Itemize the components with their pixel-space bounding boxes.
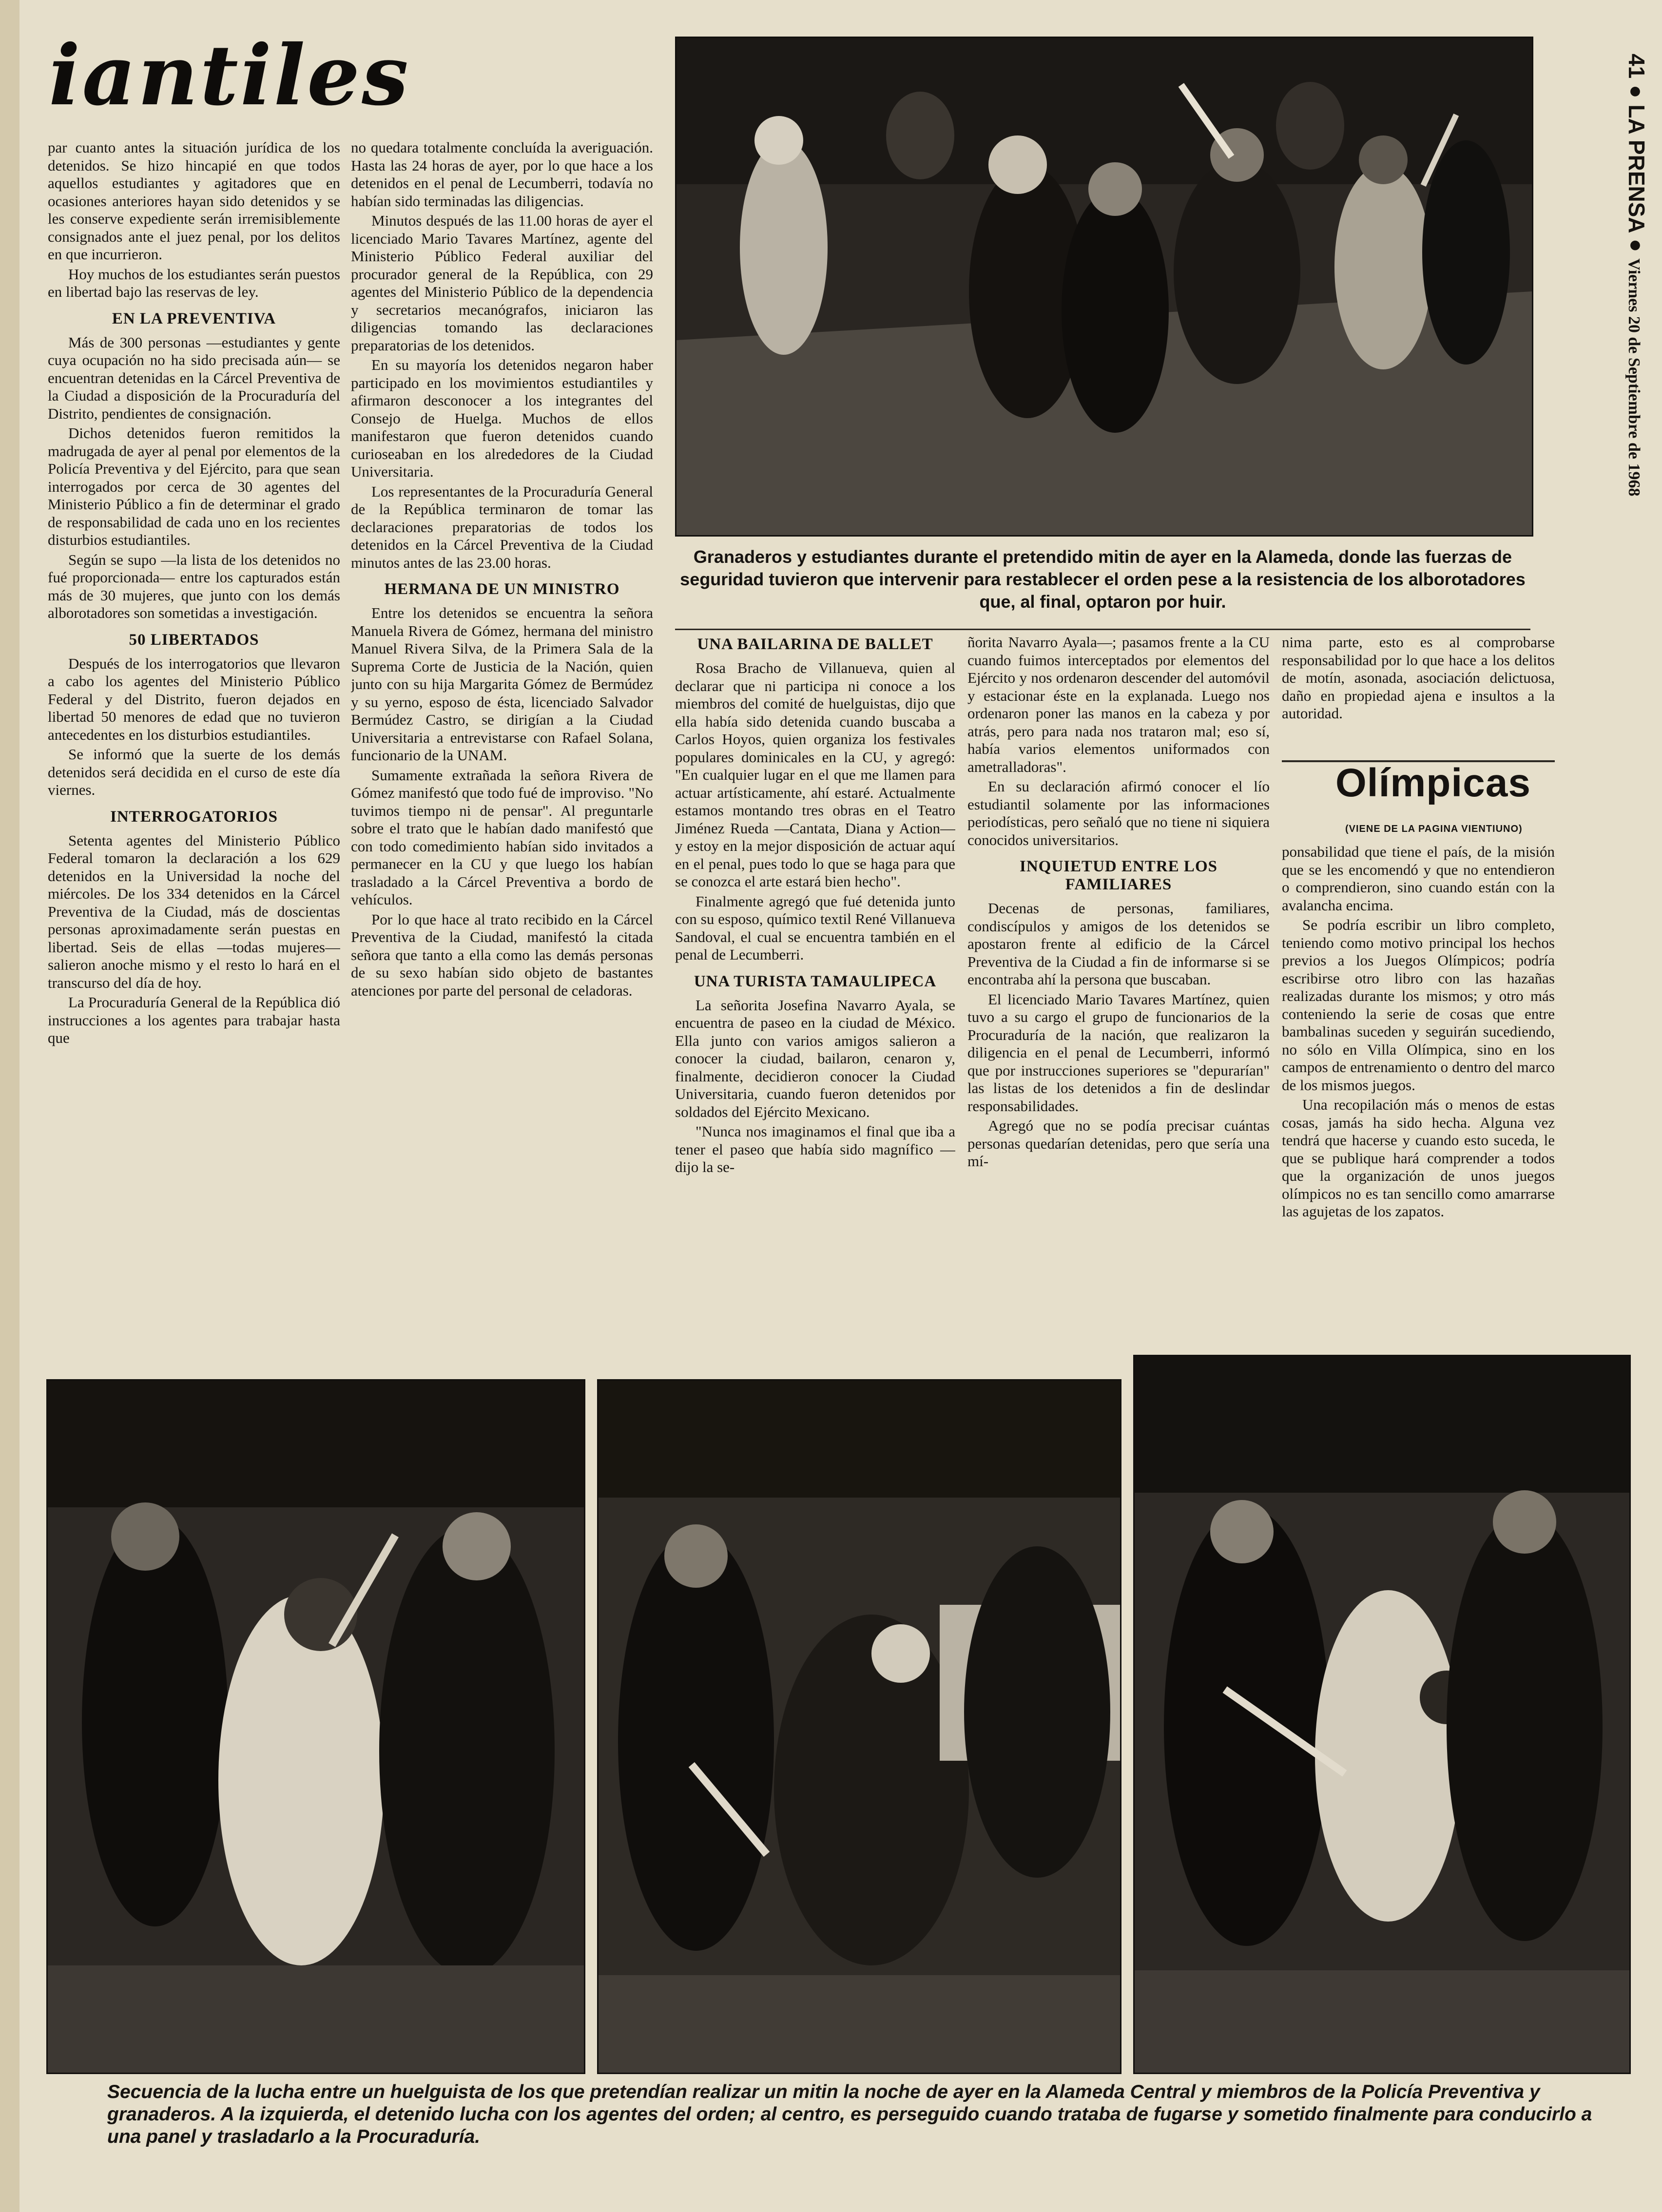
column-2 — [351, 139, 653, 1357]
pursuit-image — [599, 1381, 1120, 2073]
column-4 — [967, 634, 1270, 1365]
col4-paragraph: Decenas de personas, familiares, condiscípulos y amigos de los detenidos se apostaron frente al edificio de la Cárcel Preventiva de la Ciudad a fin de informarse si se encontraba ahí la persona que buscaban. — [967, 900, 1270, 988]
bottom-center-photo — [597, 1379, 1121, 2074]
col2-paragraph: Los representantes de la Procuraduría General de la República terminaron de tomar las declaraciones preparatorias de todos los detenidos en la Cárcel Preventiva de la Ciudad minutos antes de las 23.00 horas. — [351, 482, 653, 571]
top-photo-caption: Granaderos y estudiantes durante el pretendido mitin de ayer en la Alameda, donde las fuerzas de seguridad tuvieron que intervenir para restablecer el orden pese a la resistencia de los alborotadores que, al final, optaron por huir. — [680, 547, 1526, 612]
col2-paragraph: no quedara totalmente concluída la averiguación. Hasta las 24 horas de ayer, por lo que hace a los detenidos en el penal de Lecumberri, todavía no habían sido terminadas las diligencias. — [351, 139, 653, 210]
col2-paragraph: Minutos después de las 11.00 horas de ayer el licenciado Mario Tavares Martínez, agente del Ministerio Público Federal auxiliar del procurador general de la República, con 29 agentes del Ministerio Público de la dependencia y secretarios mecanógrafos, iniciaron las diligencias tomando las declaraciones preparatorias de los detenidos. — [351, 212, 653, 354]
paper-name: LA PRENSA — [1624, 104, 1649, 232]
subhead-preventiva: EN LA PREVENTIVA — [112, 309, 276, 327]
col3-paragraph: La señorita Josefina Navarro Ayala, se encuentra de paseo en la ciudad de México. Ella junto con varios amigos salieron a conocer la ciudad, bailaron, cenaron y, finalmente, decidieron conocer la Ciudad Universitaria, cuando fueron detenidos por soldados del Ejército Mexicano. — [675, 996, 955, 1120]
subhead-turista: UNA TURISTA TAMAULIPECA — [694, 972, 937, 990]
col2-paragraph: Sumamente extrañada la señora Rivera de Gómez manifestó que todo fué de improviso. "No tuvimos tiempo ni de pensar". Al preguntarle sobre el trato que le habían dado manifestó que con todo comedimiento habían sido invitados a permanecer en la CU y que luego los habían trasladado a la Cárcel Preventiva a bordo de vehículos. — [351, 766, 653, 908]
col2-paragraph: Por lo que hace al trato recibido en la Cárcel Preventiva de la Ciudad, manifestó la citada señora que tanto a ella como las demás personas de su sexo habían sido objeto de bastantes atenciones por parte del personal de celadoras. — [351, 910, 653, 999]
olimpicas-paragraph: ponsabilidad que tiene el país, de la misión que se les encomendó y que no entendieron o comprendieron, sino cuando están con la avalancha encima. — [1282, 843, 1555, 914]
olimpicas-paragraph: Se podría escribir un libro completo, teniendo como motivo principal los hechos previos a los Juegos Olímpicos; podría escribirse otro libro con las hazañas realizadas durante los mismos; y otro más conteniendo la serie de cosas que entre bambalinas suceden y seguirán sucediendo, no sólo en Villa Olímpica, sino en los campos de entrenamiento o dentro del marco de los mismos juegos. — [1282, 916, 1555, 1094]
col1-paragraph: Dichos detenidos fueron remitidos la madrugada de ayer al penal por elementos de la Policía Preventiva y del Ejército, para que sean interrogados por cerca de 30 agentes del Ministerio Público a fin de determinar el grado de responsabilidad de cada uno en los recientes disturbios estudiantiles. — [48, 424, 340, 548]
col1-paragraph: Más de 300 personas —estudiantes y gente cuya ocupación no ha sido precisada aún— se encuentran detenidas en la Cárcel Preventiva de la Ciudad a disposición de la Procuraduría del Distrito, pendientes de consignación. — [48, 333, 340, 422]
caption-rule — [675, 629, 1530, 630]
col1-paragraph: Según se supo —la lista de los detenidos no fué proporcionada— entre los capturados están más de 30 mujeres, que junto con los demás alborotadores son sometidas a investigación. — [48, 551, 340, 621]
col1-intro: par cuanto antes la situación jurídica de los detenidos. Se hizo hincapié en que todos aquellos estudiantes y agitadores que en ocasiones anteriores hayan sido detenidos y se les conserve expediente serán irremisiblemente consignados ante el juez penal, por los delitos en que incurrieron. — [48, 139, 340, 263]
col1-paragraph: Se informó que la suerte de los demás detenidos será decidida en el curso de este día viernes. — [48, 746, 340, 798]
headline: iantiles — [49, 27, 410, 124]
column-1 — [48, 139, 340, 1357]
page-number: 41 — [1624, 54, 1649, 79]
col1-paragraph: Setenta agentes del Ministerio Público Federal tomaron la declaración a los 629 detenidos en la Universidad la noche del miércoles. De los 334 detenidos en la Cárcel Preventiva de la Ciudad, más de doscientas personas aproximadamente serán puestas en libertad. Seis de ellas —todas mujeres— salieron anoche mismo y el resto lo hará en el transcurso del día de hoy. — [48, 831, 340, 991]
bottom-left-photo — [46, 1379, 585, 2074]
col4-paragraph: En su declaración afirmó conocer el lío estudiantil solamente por las informaciones periodísticas, pero señaló que no tiene ni siquiera conocidos universitarios. — [967, 778, 1270, 848]
column-3 — [675, 634, 955, 1365]
col2-paragraph: En su mayoría los detenidos negaron haber participado en los movimientos estudiantiles y afirmaron desconocer a los integrantes del Consejo de Huelga. Muchos de ellos manifestaron que fueron detenidos cuando curioseaban en los alrededores de la Ciudad Universitaria. — [351, 356, 653, 480]
newspaper-page — [19, 0, 1662, 2212]
subhead-libertados: 50 LIBERTADOS — [129, 631, 259, 649]
olimpicas-paragraph: Una recopilación más o menos de estas cosas, jamás ha sido hecha. Alguna vez tendrá que hacerse y cuando esto suceda, le que se publique hará comprender a todos que la organización de unos juegos olímpicos no es tan sencillo como amarrarse las agujetas de los zapatos. — [1282, 1096, 1555, 1220]
col3-paragraph: Rosa Bracho de Villanueva, quien al declarar que ni participa ni conoce a los miembros del comité de huelguistas, dijo que ella había sido detenida cuando buscaba a Carlos Hoyos, quien organiza los festivales populares dominicales en la CU, y agregó: "En cualquier lugar en el que me llamen para actuar artísticamente, ahí estaré. Actualmente estamos montando tres obras en el Teatro Jiménez Rueda —Cantata, Diana y Action— y estoy en la mejor disposición de actuar aquí en el penal, pues todo lo que se haga para que se conozca el arte estará bien hecho". — [675, 659, 955, 890]
col1-paragraph: Después de los interrogatorios que llevaron a cabo los agentes del Ministerio Público Federal y del Distrito, fueron dejados en libertad 50 menores de edad que no tuvieron antecedentes en los disturbios estudiantiles. — [48, 654, 340, 743]
top-photo — [675, 37, 1533, 537]
col3-paragraph: "Nunca nos imaginamos el final que iba a tener el paseo que había sido magnífico —dijo la se- — [675, 1123, 955, 1175]
col3-paragraph: Finalmente agregó que fué detenida junto con su esposo, químico textil René Villanueva Sandoval, el cual se encuentra también en el penal de Lecumberri. — [675, 892, 955, 963]
bullet: ● — [1624, 238, 1649, 259]
arrest-image — [1135, 1356, 1629, 2073]
col4-paragraph: Agregó que no se podía precisar cuántas personas quedarían detenidas, pero que sería una mí- — [967, 1117, 1270, 1170]
riot-scene-image — [676, 38, 1532, 535]
issue-date: Viernes 20 de Septiembre de 1968 — [1625, 258, 1643, 497]
subhead-hermana: HERMANA DE UN MINISTRO — [384, 580, 620, 598]
bottom-photo-caption: Secuencia de la lucha entre un huelguista de los que pretendían realizar un mitin la noche de ayer en la Alameda Central y miembros de la Policía Preventiva y granaderos. A la izquierda, el detenido lucha con los agentes del orden; al centro, es perseguido cuando trataba de fugarse y sometido finalmente para conducirlo a una panel y trasladarlo a la Procuraduría. — [107, 2081, 1592, 2147]
bullet: ● — [1624, 84, 1649, 105]
col5-paragraph: nima parte, esto es al comprobarse responsabilidad por lo que hace a los delitos de motín, asonada, asociación delictuosa, daño en propiedad ajena e insultos a la autoridad. — [1282, 634, 1555, 722]
subhead-inquietud: INQUIETUD ENTRE LOS FAMILIARES — [1020, 858, 1218, 893]
subhead-interrogatorios: INTERROGATORIOS — [110, 808, 278, 826]
col2-paragraph: Entre los detenidos se encuentra la señora Manuela Rivera de Gómez, hermana del ministro Manuel Rivera Silva, de la Primera Sala de la Suprema Corte de Justicia de la Nación, quien junto con su hija Margarita Gómez de Bermúdez y su yerno, esposo de ésta, licenciado Salvador Bermúdez Castro, se dirigían a la Ciudad Universitaria a entrevistarse con Rafael Solana, funcionario de la UNAM. — [351, 604, 653, 764]
subhead-bailarina: UNA BAILARINA DE BALLET — [697, 635, 933, 653]
col1-paragraph: La Procuraduría General de la República dió instrucciones a los agentes para trabajar hasta que — [48, 994, 340, 1046]
olimpicas-column — [1282, 843, 1555, 1335]
masthead-vertical — [1623, 54, 1650, 497]
column-5 — [1282, 634, 1555, 760]
olimpicas-subtitle: (VIENE DE LA PAGINA VIENTIUNO) — [1345, 824, 1523, 834]
col4-paragraph: El licenciado Mario Tavares Martínez, quien tuvo a su cargo el grupo de funcionarios de la Procuraduría de la nación, que realizaron la diligencia en el penal de Lecumberri, informó que por instrucciones superiores se "depurarían" las listas de los detenidos a fin de deslindar responsabilidades. — [967, 990, 1270, 1115]
struggle-image — [48, 1381, 584, 2073]
bottom-right-photo — [1133, 1355, 1631, 2074]
col4-paragraph: ñorita Navarro Ayala—; pasamos frente a la CU cuando fuimos interceptados por elementos del Ejército y nos ordenaron descender del automóvil y estacionar éste en la explanada. Luego nos ordenaron poner las manos en la cabeza y por atrás, pero para nada nos trataron mal; eso sí, había varios elementos uniformados con ametralladoras". — [967, 634, 1270, 775]
olimpicas-title: Olímpicas — [1335, 761, 1531, 805]
col1-paragraph: Hoy muchos de los estudiantes serán puestos en libertad bajo las reservas de ley. — [48, 265, 340, 300]
